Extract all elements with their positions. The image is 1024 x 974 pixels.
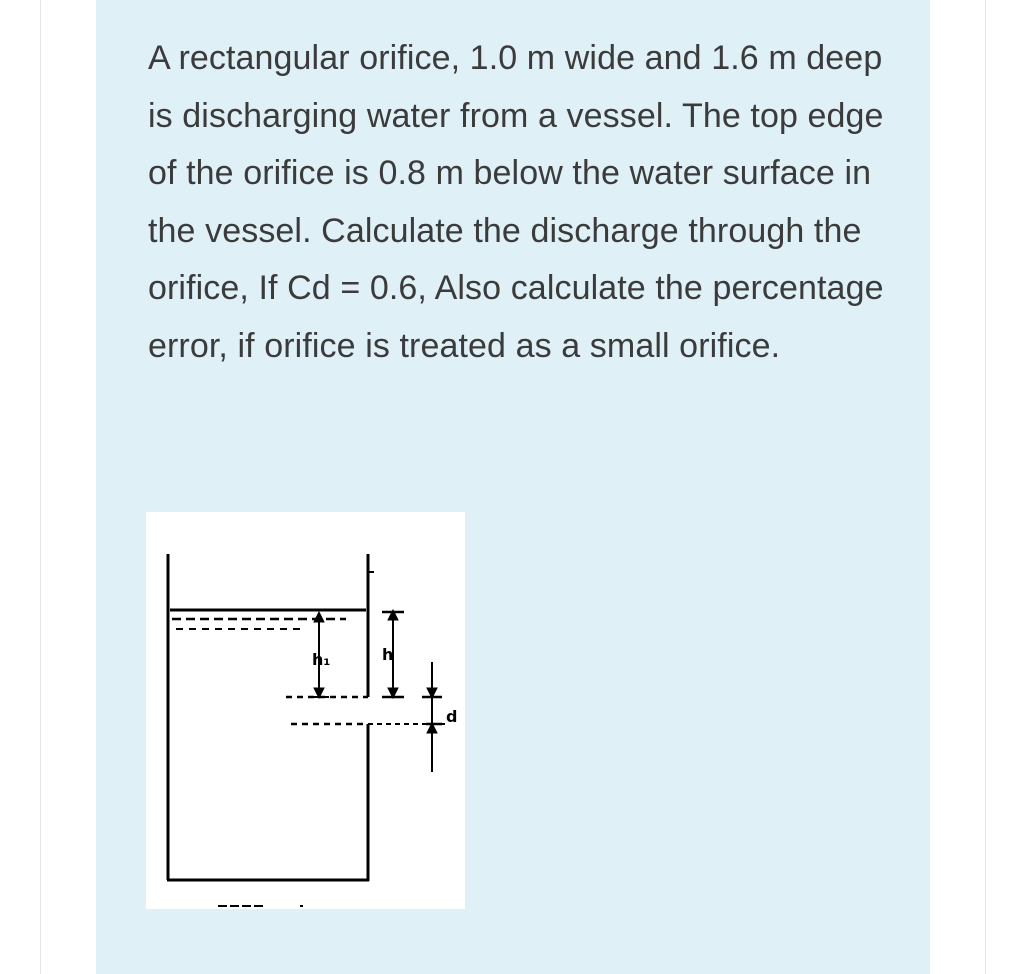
question-text: A rectangular orifice, 1.0 m wide and 1.6 m deep is discharging water from a vessel. The top edge of the orifice is 0.8 m below the water surface in the vessel. Calculate the discharge through the orifice, If Cd = 0.6, Also calculate the percentage error, if orifice is treated as a small orifice. [148, 39, 884, 365]
orifice-edges [286, 697, 446, 724]
label-h1: h₁ [312, 650, 331, 669]
d-dimension-arrow [422, 662, 442, 772]
tank-outline [167, 554, 374, 881]
orifice-diagram [146, 512, 465, 909]
left-frame-divider [40, 0, 41, 974]
orifice-diagram-svg [146, 512, 465, 909]
right-frame-divider [985, 0, 986, 974]
label-d: d [446, 707, 458, 726]
water-surface [170, 610, 366, 629]
label-h: h [382, 645, 394, 664]
